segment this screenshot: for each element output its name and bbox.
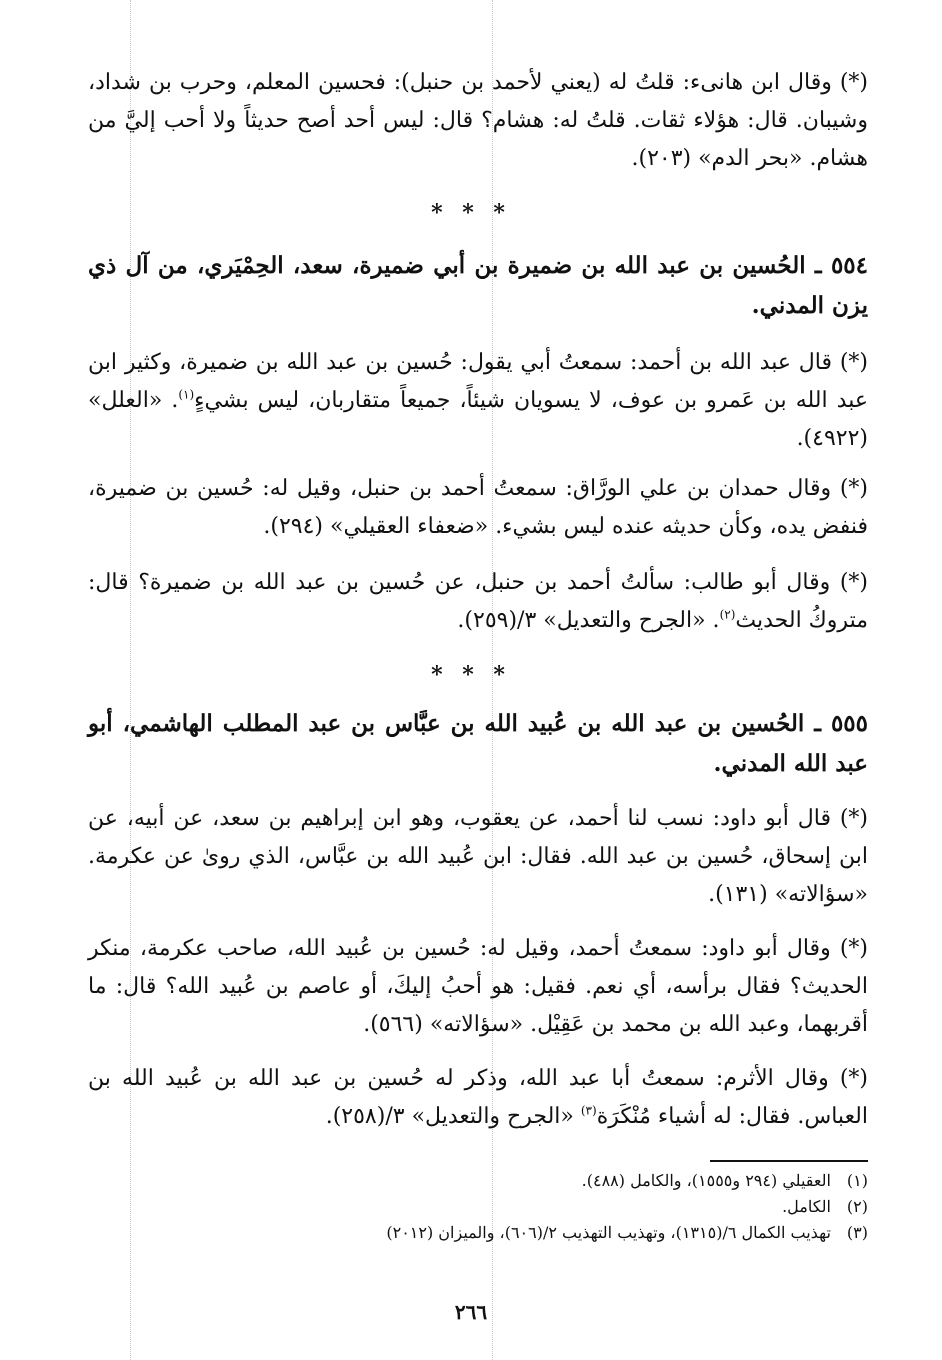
footnote-number: (٢)	[846, 1197, 868, 1216]
paragraph-ibn-hani: (*) وقال ابن هانىء: قلتُ له (يعني لأحمد بن حنبل): فحسين المعلم، وحرب بن شداد، وشيبان. قال: هؤلاء ثقات. قلتُ له: هشام؟ قال: ليس أحد أصح حديثاً ولا أحب إليَّ من هشام. «بحر الدم» (٢٠٣).	[88, 70, 868, 171]
footnote-number: (٣)	[846, 1223, 868, 1242]
footnote-text: العقيلي (٢٩٤ و١٥٥٥)، والكامل (٤٨٨).	[581, 1171, 831, 1190]
section-separator: * * *	[431, 200, 511, 226]
footnote-text: تهذيب الكمال ٦/(١٣١٥)، وتهذيب التهذيب ٢/(٦٠٦)، والميزان (٢٠١٢)	[386, 1223, 831, 1242]
footnote-ref-2[interactable]: (٢)	[719, 607, 736, 622]
footnote-text: الكامل.	[782, 1197, 831, 1216]
footnote-ref-1[interactable]: (١)	[178, 387, 195, 402]
footnote-number: (١)	[846, 1171, 868, 1190]
paragraph-hamdan-alwarraq: (*) وقال حمدان بن علي الورَّاق: سمعتُ أحمد بن حنبل، وقيل له: حُسين بن ضميرة، فنفض يده، وكأن حديثه عنده ليس بشيء. «ضعفاء العقيلي» (٢٩٤).	[88, 476, 868, 539]
paragraph-abu-dawud-2: (*) وقال أبو داود: سمعتُ أحمد، وقيل له: حُسين بن عُبيد الله، صاحب عكرمة، منكر الحديث؟ فقال برأسه، أي نعم. فقيل: هو أحبُ إليكَ، أو عاصم بن عُبيد الله؟ قال: ما أقربهما، وعبد الله بن محمد بن عَقِيْل. «سؤالاته» (٥٦٦).	[88, 936, 868, 1037]
entry-heading-554: ٥٥٤ ـ الحُسين بن عبد الله بن ضميرة بن أبي ضميرة، سعد، الحِمْيَري، من آل ذي يزن المدني.	[88, 252, 868, 319]
paragraph-abdullah-ibn-ahmad: (*) قال عبد الله بن أحمد: سمعتُ أبي يقول: حُسين بن عبد الله بن ضميرة، وكثير ابن عبد الله بن عَمرو بن عوف، لا يسويان شيئاً، جميعاً متقاربان، ليس بشيءٍ$^{(١)}$. «العلل» (٤٩٢٢).	[88, 350, 868, 451]
footnote-divider	[710, 1160, 868, 1162]
paragraph-abu-talib: (*) وقال أبو طالب: سألتُ أحمد بن حنبل، عن حُسين بن عبد الله بن ضميرة؟ قال: متروكُ الحديث$^{(٢)}$. «الجرح والتعديل» ٣/(٢٥٩).	[88, 570, 868, 633]
footnote-item	[88, 1194, 868, 1220]
footnotes	[88, 1168, 868, 1246]
footnote-item	[88, 1220, 868, 1246]
paragraph-al-athram: (*) وقال الأثرم: سمعتُ أبا عبد الله، وذكر له حُسين بن عبد الله بن عُبيد الله بن العباس. فقال: له أشياء مُنْكَرَة$^{(٣)}$ «الجرح والتعديل» ٣/(٢٥٨).	[88, 1066, 868, 1129]
page-number: ٢٦٦	[454, 1300, 488, 1324]
footnote-item	[88, 1168, 868, 1194]
entry-heading-555: ٥٥٥ ـ الحُسين بن عبد الله بن عُبيد الله بن عبَّاس بن عبد المطلب الهاشمي، أبو عبد الله المدني.	[88, 710, 868, 777]
section-separator: * * *	[431, 662, 511, 688]
paragraph-abu-dawud-1: (*) قال أبو داود: نسب لنا أحمد، عن يعقوب، وهو ابن إبراهيم بن سعد، عن أبيه، عن ابن إسحاق، حُسين بن عبد الله. فقال: ابن عُبيد الله بن عبَّاس، الذي روىٰ عن عكرمة. «سؤالاته» (١٣١).	[88, 806, 868, 907]
footnote-ref-3[interactable]: (٣)	[580, 1103, 597, 1118]
